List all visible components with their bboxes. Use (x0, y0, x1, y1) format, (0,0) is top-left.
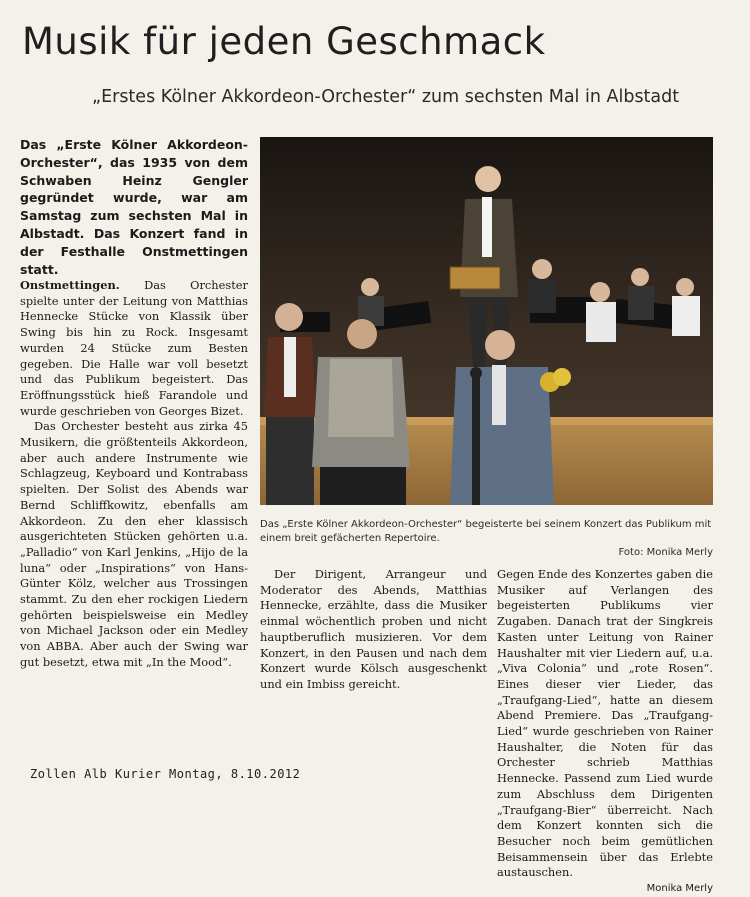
paragraph-4: Gegen Ende des Konzertes gaben die Musiker auf Verlangen des begeisterten Publikums vier Zugaben. Danach trat der Singkreis Kasten unter Leitung von Rainer Haushalter mit vier Liedern auf, u.a. „Viva Colonia“ und „rote Rosen“. Eines dieser vier Lieder, das „Traufgang-Lied“, hatte an diesem Abend Premiere. Das „Traufgang-Lied“ wurde geschrieben von Rainer Haushalter, die Noten für das Orchester schrieb Matthias Hennecke. Passend zum Lied wurde zum Abschluss dem Dirigenten „Traufgang-Bier“ überreicht. Nach dem Konzert konnten sich die Besucher noch beim gemütlichen Beisammensein über das Erlebte austauschen. (497, 567, 713, 880)
article-column-1 (20, 278, 248, 671)
dateline: Onstmettingen. (20, 278, 120, 292)
concert-photo (260, 137, 713, 505)
subheadline: „Erstes Kölner Akkordeon-Orchester“ zum sechsten Mal in Albstadt (92, 87, 680, 107)
article-column-3 (497, 567, 713, 897)
lead-paragraph: Das „Erste Kölner Akkordeon-Orchester“, das 1935 von dem Schwaben Heinz Gengler gegründet wurde, war am Samstag zum sechsten Mal in Albstadt. Das Konzert fand in der Festhalle Onstmettingen statt. (20, 137, 248, 277)
paragraph-1-text: Das Orchester spielte unter der Leitung von Matthias Hennecke Stücke von Klassik über Swing bis hin zu Rock. Insgesamt wurden 24 Stücke zum Besten gegeben. Die Halle war voll besetzt und das Publikum begeistert. Das Eröffnungsstück hieß Farandole und wurde geschrieben von Georges Bizet. (20, 278, 248, 418)
paragraph-2: Das Orchester besteht aus zirka 45 Musikern, die größtenteils Akkordeon, aber auch andere Instrumente wie Schlagzeug, Keyboard und Kontrabass spielten. Der Solist des Abends war Bernd Schliffkowitz, ebenfalls am Akkordeon. Zu den eher klassisch ausgerichteten Stücken gehörten u.a. „Palladio“ von Karl Jenkins, „Hijo de la luna“ oder „Inspirations“ von Hans-Günter Kölz, welcher aus Trossingen stammt. Zu den eher rockigen Liedern gehörten beispielsweise ein Medley von Michael Jackson oder ein Medley von ABBA. Aber auch der Swing war gut besetzt, etwa mit „In the Mood“. (20, 419, 248, 669)
source-line: Zollen Alb Kurier Montag, 8.10.2012 (30, 767, 301, 781)
photo-credit: Foto: Monika Merly (618, 547, 713, 558)
author-signature: Monika Merly (646, 883, 713, 895)
headline: Musik für jeden Geschmack (22, 20, 546, 63)
paragraph-3: Der Dirigent, Arrangeur und Moderator des Abends, Matthias Hennecke, erzählte, dass die Musiker einmal wöchentlich proben und nicht hauptberuflich musizieren. Vor dem Konzert, in den Pausen und nach dem Konzert wurde Kölsch ausgeschenkt und ein Imbiss gereicht. (260, 567, 487, 691)
photo-caption (260, 518, 713, 560)
caption-text: Das „Erste Kölner Akkordeon-Orchester“ begeisterte bei seinem Konzert das Publikum mit einem breit gefächerten Repertoire. (260, 519, 712, 544)
paragraph-1 (20, 278, 248, 419)
article-column-2 (260, 567, 487, 693)
